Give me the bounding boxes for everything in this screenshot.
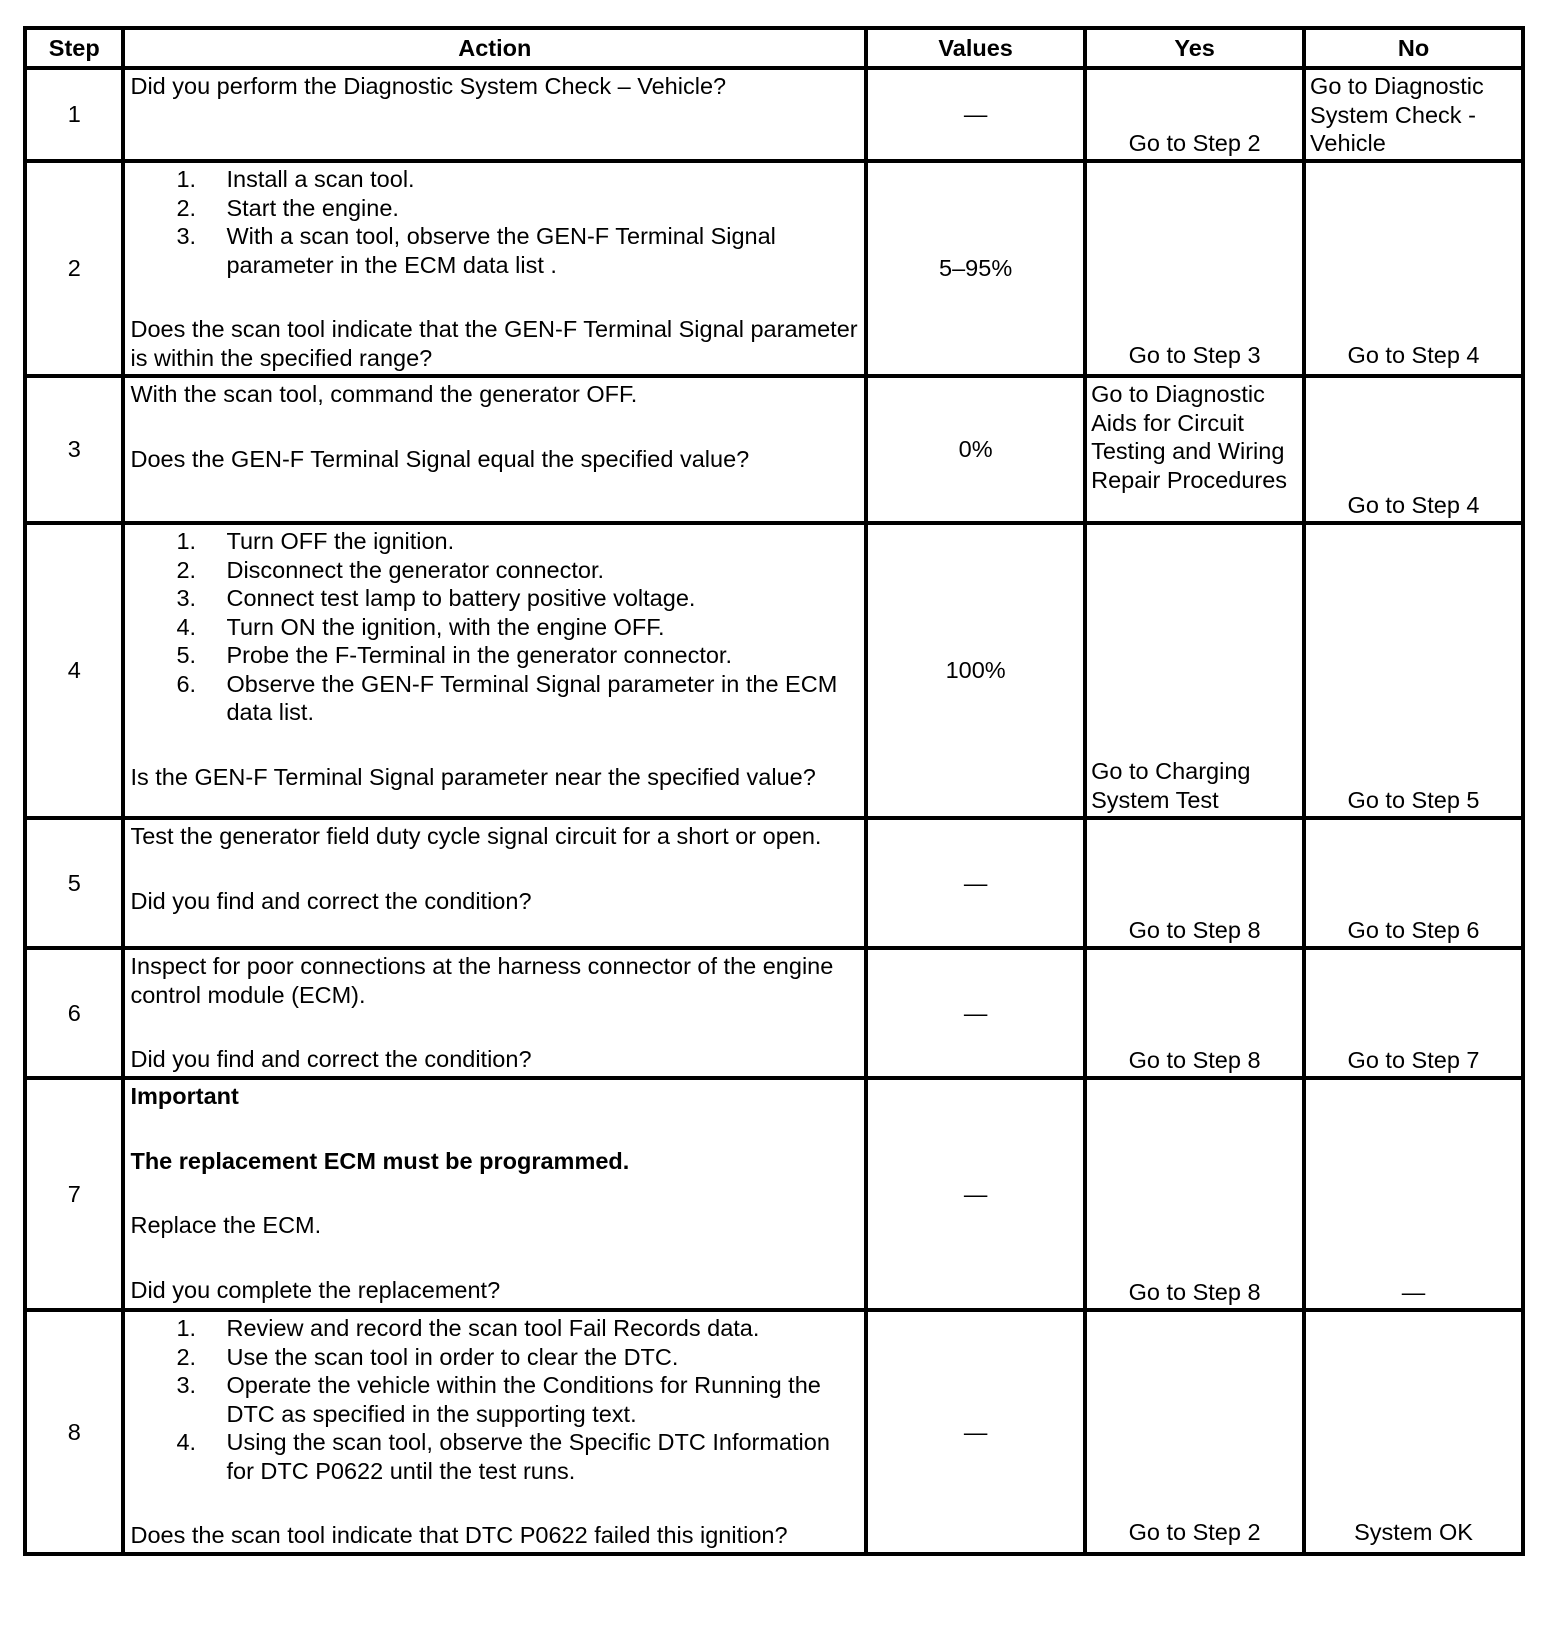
action-instruction: Test the generator field duty cycle signal circuit for a short or open. [130,823,822,849]
yes-next-step: Go to Step 8 [1128,916,1261,943]
procedure-item [130,670,860,727]
procedure-item-text: Install a scan tool. [226,166,415,192]
action-cell [123,68,866,161]
step-number: 6 [25,948,123,1078]
procedure-item [130,1314,860,1343]
header-action: Action [123,28,866,68]
no-next-step: Go to Step 5 [1347,786,1480,813]
spacer [130,1009,860,1045]
header-step: Step [25,28,123,68]
action-instruction: With the scan tool, command the generator OFF. [130,381,638,407]
no-cell [1304,68,1523,161]
procedure-item [130,584,860,613]
yes-next-step: Go to Diagnostic Aids for Circuit Testing and Wiring Repair Procedures [1091,381,1288,493]
value-cell: — [866,1310,1085,1554]
procedure-item [130,1343,860,1372]
spacer [130,1240,860,1276]
no-cell-content [1306,820,1521,946]
no-cell-content [1306,1080,1521,1308]
value-cell: — [866,68,1085,161]
yes-next-step: Go to Step 2 [1128,1518,1261,1545]
no-cell-content [1306,163,1521,371]
step-number: 8 [25,1310,123,1554]
action-question: Does the scan tool indicate that the GEN-F Terminal Signal parameter is within the specified range? [130,316,858,371]
spacer [130,409,860,445]
action-question: Did you find and correct the condition? [130,1046,532,1072]
no-cell-content [1306,525,1521,816]
procedure-item-number: 3. [176,1372,197,1398]
procedure-item-number: 2. [176,194,197,221]
yes-cell-content [1087,950,1302,1076]
procedure-item-number: 6. [176,670,197,697]
spacer [130,727,860,763]
action-instruction: Inspect for poor connections at the harness connector of the engine control module (ECM). [130,953,834,1008]
value-cell: — [866,948,1085,1078]
value-cell: 100% [866,523,1085,818]
no-cell-content [1306,1312,1521,1548]
action-cell [123,376,866,523]
header-values: Values [866,28,1085,68]
step-number: 5 [25,818,123,948]
yes-next-step: Go to Step 3 [1128,341,1261,368]
procedure-item-number: 1. [176,1315,197,1341]
procedure-item-number: 2. [176,556,197,583]
procedure-list [130,1314,860,1485]
procedure-item [130,1371,860,1428]
action-question: Does the GEN-F Terminal Signal equal the specified value? [130,445,750,472]
no-cell [1304,376,1523,523]
value-cell: — [866,818,1085,948]
procedure-item-text: Review and record the scan tool Fail Records data. [226,1315,760,1341]
procedure-item-number: 4. [176,613,197,640]
table-row [25,1078,1523,1310]
procedure-item-number: 2. [176,1343,197,1370]
procedure-item-text: Turn ON the ignition, with the engine OFF. [226,613,665,640]
procedure-item-number: 1. [176,166,197,192]
yes-cell-content [1087,163,1302,371]
procedure-item-text: Observe the GEN-F Terminal Signal parameter in the ECM data list. [226,670,838,725]
spacer [130,1485,860,1521]
procedure-item [130,222,860,279]
procedure-item-number: 3. [176,585,197,611]
procedure-item-text: Using the scan tool, observe the Specific DTC Information for DTC P0622 until the test runs. [226,1429,830,1484]
procedure-item-number: 5. [176,642,197,668]
no-cell-content [1306,378,1521,521]
step-number: 7 [25,1078,123,1310]
procedure-item-number: 3. [176,223,197,249]
action-question: Is the GEN-F Terminal Signal parameter near the specified value? [130,763,816,790]
yes-cell-content [1087,525,1302,816]
table-row [25,68,1523,161]
no-cell [1304,948,1523,1078]
no-next-step: Go to Diagnostic System Check - Vehicle [1310,73,1484,156]
table-row [25,1310,1523,1554]
spacer [130,851,860,887]
procedure-item-number: 1. [176,528,197,554]
step-number: 2 [25,161,123,376]
yes-cell-content [1087,1080,1302,1308]
procedure-list [130,527,860,727]
procedure-item-text: Disconnect the generator connector. [226,556,605,583]
table-row [25,161,1523,376]
no-cell [1304,1078,1523,1310]
action-cell [123,161,866,376]
no-cell [1304,1310,1523,1554]
action-cell [123,523,866,818]
no-cell [1304,161,1523,376]
step-number: 1 [25,68,123,161]
yes-cell-content [1087,820,1302,946]
yes-cell [1085,161,1304,376]
spacer [130,279,860,315]
yes-cell [1085,1310,1304,1554]
yes-cell [1085,376,1304,523]
yes-cell [1085,948,1304,1078]
action-question: Does the scan tool indicate that DTC P0622 failed this ignition? [130,1522,788,1548]
procedure-item-text: Operate the vehicle within the Conditions for Running the DTC as specified in the supporting text. [226,1372,821,1427]
action-instruction: Did you perform the Diagnostic System Check – Vehicle? [130,73,727,99]
procedure-item [130,527,860,556]
yes-next-step: Go to Charging System Test [1091,758,1251,813]
procedure-item-number: 4. [176,1429,197,1455]
procedure-item-text: Connect test lamp to battery positive voltage. [226,585,696,611]
yes-next-step: Go to Step 8 [1128,1046,1261,1073]
action-question: Did you find and correct the condition? [130,887,532,914]
yes-cell [1085,523,1304,818]
no-next-step: Go to Step 7 [1347,1046,1480,1073]
procedure-item [130,613,860,642]
no-cell [1304,818,1523,948]
procedure-list [130,165,860,279]
step-number: 3 [25,376,123,523]
no-next-step: Go to Step 4 [1347,341,1480,368]
yes-cell [1085,1078,1304,1310]
spacer [130,1175,860,1211]
procedure-item [130,165,860,194]
value-cell: 5–95% [866,161,1085,376]
yes-next-step: Go to Step 8 [1128,1278,1261,1305]
action-cell [123,1310,866,1554]
header-no: No [1304,28,1523,68]
header-row [25,28,1523,68]
no-cell-content [1306,70,1521,159]
no-cell [1304,523,1523,818]
header-yes: Yes [1085,28,1304,68]
table-body [25,68,1523,1554]
yes-cell [1085,68,1304,161]
action-instruction: Replace the ECM. [130,1212,322,1238]
value-cell: 0% [866,376,1085,523]
procedure-item [130,194,860,223]
important-title: Important [130,1083,239,1109]
spacer [130,1111,860,1147]
procedure-item-text: Probe the F-Terminal in the generator connector. [226,642,732,668]
yes-next-step: Go to Step 2 [1128,129,1261,156]
diagnostic-table [23,26,1525,1556]
no-next-step: — [1401,1278,1426,1305]
table-row [25,523,1523,818]
no-next-step: Go to Step 4 [1347,491,1480,518]
procedure-item [130,1428,860,1485]
yes-cell-content [1087,1312,1302,1548]
value-cell: — [866,1078,1085,1310]
procedure-item-text: Turn OFF the ignition. [226,528,455,554]
no-next-step: Go to Step 6 [1347,916,1480,943]
procedure-item [130,556,860,585]
action-cell [123,1078,866,1310]
important-text: The replacement ECM must be programmed. [130,1147,630,1174]
action-cell [123,948,866,1078]
procedure-item-text: With a scan tool, observe the GEN-F Terminal Signal parameter in the ECM data list . [226,223,776,278]
no-next-step: System OK [1354,1518,1473,1545]
action-question: Did you complete the replacement? [130,1276,501,1303]
procedure-item-text: Use the scan tool in order to clear the DTC. [226,1343,679,1370]
action-cell [123,818,866,948]
step-number: 4 [25,523,123,818]
procedure-item-text: Start the engine. [226,194,399,221]
yes-cell-content [1087,378,1302,521]
procedure-item [130,641,860,670]
yes-cell-content [1087,70,1302,159]
table-row [25,818,1523,948]
table-row [25,376,1523,523]
no-cell-content [1306,950,1521,1076]
table-row [25,948,1523,1078]
yes-cell [1085,818,1304,948]
